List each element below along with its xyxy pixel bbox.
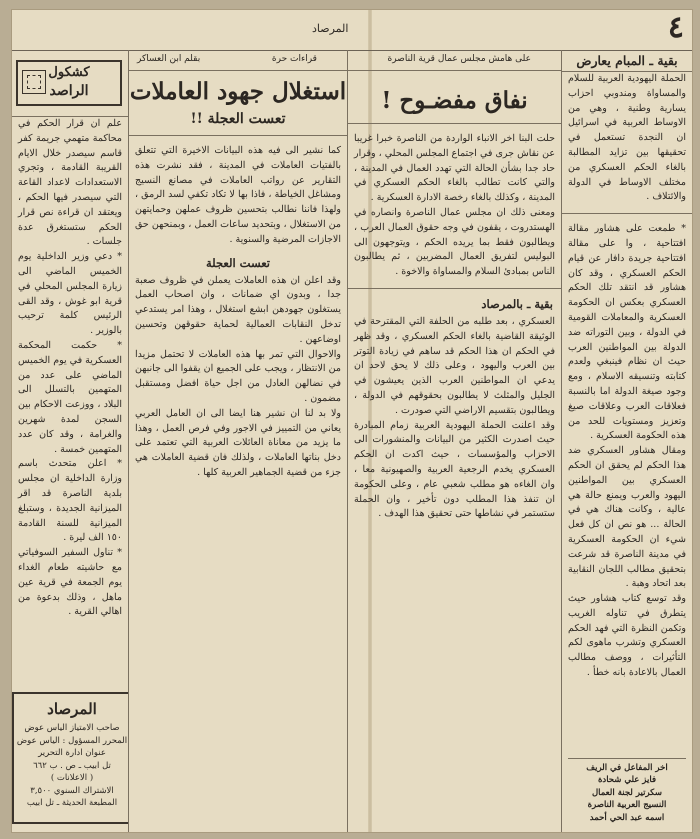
masthead-line: عنوان ادارة التحرير: [38, 748, 106, 758]
article-body: علم ان قرار الحكم في محاكمة متهمي جريمة كفر قاسم سيصدر خلال الايام القريبة القادمة ، وتجري الاستعدادات لاعداد القاعة التي سيصدر فيها الحكم ، ويعتقد ان قراءة نص قرار الحكم ستستغرق عدة جلسات .: [18, 118, 122, 248]
masthead-line: صاحب الامتياز الياس عوض: [24, 723, 120, 733]
column-center-right: [347, 50, 561, 832]
article-body: وقد اعلنت الحملة اليهودية العربية زمام المبادرة حيث اصدرت الكثير من البيانات والمنشورات الى الاحزاب والمؤسسات ، حيث اكدت ان الحكم العسكري يخدم الرجعية العربية والصهيونية معا ، وان الغاءه هو مطلب شعبي عام ، وعلى الحكومة ان تنفذ هذا المطلب دون تأخير ، وان الحملة ستستمر في نشاطها حتى تحقيق هذا الهدف .: [354, 419, 555, 520]
byline: بقلم ابن العساكر: [137, 54, 201, 64]
masthead-box: [12, 692, 128, 824]
article-body: * تناول السفير السوفياتي مع حاشيته طعام الغداء يوم الجمعة في قرية عين ماهل ، وذلك بدعوة من اهالي القرية .: [18, 547, 122, 618]
article-body: الحملة اليهودية العربية للسلام والمساواة ومندوبي احزاب يسارية وطنية ، وهي من الاوساط العربية في اسرائيل ان النجدة تستعمل في تحقيقها بين تزايد المطالبة بالغاء الحكم العسكري من مختلف الاوساط في الدولة والائتلاف .: [568, 73, 686, 203]
masthead-line: المطبعة الحديثة ـ تل ابيب: [26, 798, 118, 808]
column-center-left: [128, 50, 347, 832]
article-body: * اعلن متحدث باسم وزارة الداخلية ان مجلس بلدية الناصرة قد اقر الميزانية الجديدة ، وستبلغ الميزانية للسنة القادمة ١٥٠ الف ليرة .: [18, 458, 122, 544]
article-body: وقد توسع كتاب هشاور حيث يتطرق في تناوله الغريب وتكمن النظرة التي فهد الحكم العسكري وتشرب ماهوى لكم التأثيرات ، ووصف مطالب العمال بالاعادة بانه خطأ .: [568, 593, 686, 679]
kashkul-box-wrap: [12, 50, 128, 117]
article-body: ولا بد لنا ان نشير هنا ايضا الى ان العامل العربي يعاني من التمييز في الاجور وفي فرص العمل ، وهذا ما يزيد من معاناة العائلات العربية التي تعتمد على دخل بناتها العاملات ، ولذلك فان قضية العاملات هي جزء من قضية الجماهير العربية كلها .: [135, 407, 341, 478]
box-title: كشكول: [48, 65, 90, 80]
article-headline: استغلال جهود العاملات: [129, 78, 347, 105]
section-heading: تعست العجلة: [206, 255, 270, 270]
divider: [562, 213, 692, 214]
divider: [348, 288, 561, 289]
masthead-line: ( الاعلانات ): [50, 773, 94, 783]
signature-line: فايز علي شحادة: [597, 775, 657, 785]
kashkul-box: [16, 60, 122, 106]
page-number: ٤: [667, 10, 684, 45]
newspaper-page: [12, 10, 692, 832]
signature-line: اسمه عبد الحي أحمد: [589, 812, 665, 823]
box-subtitle: الراصد: [49, 83, 89, 99]
article-body: حلت البنا اخر الانباء الواردة من الناصرة خبرا غريبا عن نقاش جرى في اجتماع المجلس المحلي ، وقرار حاد جدا بشأن الحالة التي تهدد العمال في المدينة ، والتي كانت تطالب بالغاء الحكم العسكري في المدينة ، وكذلك بالغاء رخصة الادارة العسكرية .: [354, 133, 555, 204]
article-kicker: [348, 50, 561, 71]
kicker-text: قراءات حرة: [271, 54, 317, 64]
column-left: [12, 50, 128, 832]
column-right: [561, 50, 692, 832]
signature-block: [568, 758, 686, 825]
signature-line: اخر المفاعل في الريف: [586, 762, 668, 773]
article-body: * طمعت على هشاور مقالة افتتاحية ، وا على مقالة افتتاحية جريدة دافار عن قيام الحكم العسكري ، وقد كان هشاور قد انتقد تلك الحكم العسكري بعكس ان الحكومة العسكرية والمعاملات القومية في الدولة ، وبين التوراته ضد الدولة بين المواطنين العرب حيث ان نظام فينبغي ولعدم كتابته وتنسيقه الاسلام ، ومع وجود صيغة الدولة اما بالنسبة فعلاقات العرب وعلاقات صيغ وتعزيز ومستويات للحد من هذه الحكومة العسكرية .: [568, 223, 686, 442]
article-body: وقد اعلن ان هذه العاملات يعملن في ظروف صعبة جدا ، وبدون اي ضمانات ، وان اصحاب العمل يستغلون جهودهن ابشع استغلال ، وهذا امر يستدعي تدخل النقابات العمالية لحماية حقوقهن وتحسين اوضاعهن .: [135, 274, 341, 345]
article-body: ومقال هشاور العسكري ضد هذا الحكم لم يحقق ان الحكم العسكري بين المواطنين اليهود والعرب ويمنع حالة هي عالية ، وكانت هناك هي في الحالة ... هو نص ان كل فعل شيء ان الحكومة العسكرية في مدينة الناصرة قد شرعت بتحقيق مطالب اللجان النقابية بعد اتحاد وهبة .: [568, 445, 686, 590]
article-title: بقية ـ المبام يعارض: [562, 50, 692, 72]
masthead-line: الاشتراك السنوي ٣,٥٠٠: [30, 785, 114, 796]
article-body: العسكري ، بعد طلبه من الحلفة التي المقترحة في الوثيقة القاضية بالغاء الحكم العسكري ، وقد ظهر في الحكم ان هذا الحكم قد ساهم في زيادة التوتر بين العرب واليهود ، وعلى ذلك لا يحق لاحد ان يدعي ان المواطنين العرب الذين يعيشون في الجليل والمثلث لا يطالبون بحقوقهم في الدولة ، ويطالبون بتقسيم الاراضي التي صودرت .: [354, 315, 555, 416]
article-body: * دعي وزير الداخلية يوم الخميس الماضي الى زيارة المجلس المحلي في قرية ابو غوش ، وقد القى الرئيس كلمة ترحيب بالوزير .: [18, 251, 122, 337]
divider: [129, 135, 347, 136]
article-kicker: [129, 50, 347, 71]
notebook-icon: [22, 70, 46, 94]
article-body: كما نشير الى فيه هذه البيانات الاخيرة التي تتعلق بالفتيات العاملات في المدينة ، فقد نشرت هذه التقارير عن رواتب العاملات في مصانع النسيج ومشاغل الخياطة ، فاذا بها لا تكاد تكفي لسد الرمق ، ولهذا فاننا نطالب بتحسين ظروف عملهن وحمايتهن من الاستغلال ، وبتحديد ساعات العمل ، وبمنحهن حق الاجازات المرضية والسنوية .: [135, 145, 341, 245]
paper-name: المرصاد: [312, 22, 349, 35]
article-body: والاحوال التي تمر بها هذه العاملات لا تحتمل مزيدا من الانتظار ، ويجب على الجميع ان يقفوا الى جانبهن في نضالهن العادل من اجل حياة افضل ومستقبل مضمون .: [135, 348, 341, 404]
masthead-line: تل ابيب ـ ص . ب ٦٦٢: [33, 760, 111, 771]
signature-line: النسيج العربية الناصرة: [587, 800, 667, 810]
divider: [348, 123, 561, 124]
section-heading: بقية ـ بالمرصاد: [481, 296, 553, 311]
article-subheadline: تعست العجلة !!: [190, 111, 286, 127]
masthead-title: المرصاد: [47, 700, 97, 718]
article-body: ومعنى ذلك ان مجلس عمال الناصرة وانصاره في الهستدروت ، يقفون في وجه حقوق العمال العرب ، ويطالبون فقط بما يريده الحكم ، ويتوجهون الى البوليس لتفريق العمال المضربين ، ثم يطالبون الناس بمبادئ السلام والمساواة والاخوة .: [354, 206, 555, 278]
signature-line: سكرتير لجنة العمال: [592, 787, 662, 798]
page-header: [12, 10, 692, 51]
article-body: * حكمت المحكمة العسكرية في يوم الخميس الماضي على عدد من المتهمين بالتسلل الى البلاد ، ووزعت الاحكام بين السجن لمدة شهرين والغرامة ، وقد كان عدد المتهمين خمسة .: [18, 339, 122, 455]
masthead-line: المحرر المسؤول : الياس عوض: [16, 735, 128, 746]
kicker-text: على هامش مجلس عمال قرية الناصرة: [387, 54, 531, 64]
article-headline: نفاق مفضـوح !: [381, 87, 528, 114]
